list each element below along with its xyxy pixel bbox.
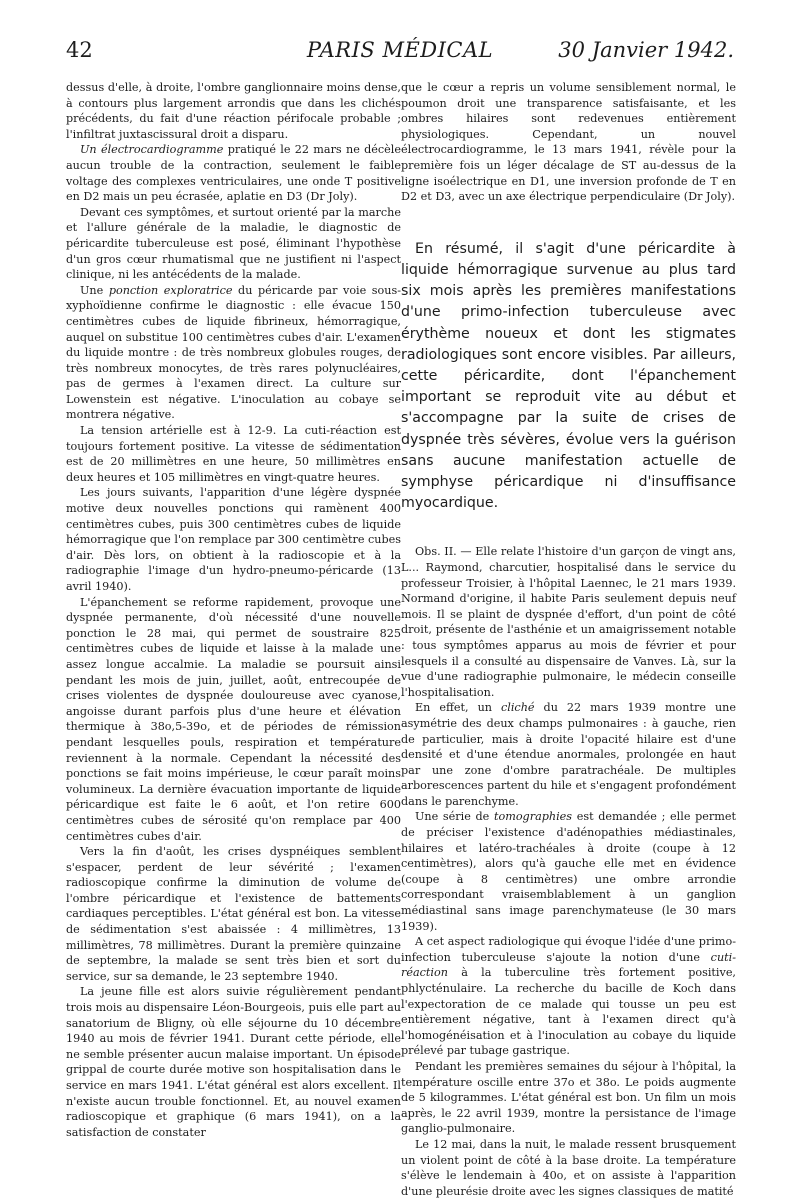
emphasis: Un électrocardiogramme	[80, 143, 224, 157]
emphasis: cuti-réaction	[401, 950, 736, 980]
journal-title: PARIS MÉDICAL	[306, 38, 494, 62]
summary-paragraph: En résumé, il s'agit d'une péricardite à liquide hémorragique survenue au plus tard six mois après les premières manifestations d'une primo-infection tuberculeuse avec érythème noueux et dont les stigmates radiologiques sont encore visibles. Par ailleurs, cette péricardite, dont l'épanchement important se reproduit vite au début et s'accompagne par la suite de crises de dyspnée très sévères, évolue vers la guérison sans aucune manifestation actuelle de symphyse péricardique ni d'insuffisance myocardique.	[401, 240, 736, 512]
paragraph-text: est demandée ; elle permet de préciser l'existence d'adénopathies médiastinales, hilaires et latéro-trachéales à droite (coupe à 12 centimètres), alors qu'à gauche elle met en évidence (coupe à 8 centimètres) une ombre arrondie correspondant vraisemblablement à un ganglion médiastinal sans image parenchymateuse (le 30 mars 1939).	[401, 810, 736, 933]
paragraph-text: du péricarde par voie sous-xyphoïdienne confirme le diagnostic : elle évacue 150 centimètres cubes de liquide fibrineux, hémorragique, auquel on substitue 100 centimètres cubes d'air. L'examen du liquide montre : de très nombreux globules rouges, de très nombreux monocytes, de très rares polynucléaires, pas de germes à l'examen direct. La culture sur Lowenstein est négative. L'inoculation au cobaye se montrera négative.	[66, 283, 402, 422]
paragraph: Vers la fin d'août, les crises dyspnéiques semblent s'espacer, perdent de leur sévérité ; l'examen radioscopique confirme la diminution de volume de l'ombre péricardique et l'existence de battements cardiaques perceptibles. L'état général est bon. La vitesse de sédimentation s'est abaissée : 4 millimètres, 13 millimètres, 78 millimètres. Durant la première quinzaine de septembre, la malade se sent très bien et sort du service, sur sa demande, le 23 septembre 1940.	[66, 845, 401, 983]
paragraph-text: Une série de	[415, 810, 494, 824]
paragraph-text: à la tuberculine très fortement positive, phlycténulaire. La recherche du bacille de Koch dans l'expectoration de ce malade qui tousse un peu est entièrement négative, tant à l'examen direct qu'à l'homogénéisation et à l'inoculation au cobaye du liquide prélevé par tubage gastrique.	[401, 966, 736, 1058]
page-number: 42	[66, 38, 93, 62]
issue-date: 30 Janvier 1942.	[558, 38, 734, 62]
paragraph	[401, 700, 736, 809]
paragraph: La tension artérielle est à 12-9. La cuti-réaction est toujours fortement positive. La vitesse de sédimentation est de 20 millimètres en une heure, 50 millimètres en deux heures et 105 millimètres en vingt-quatre heures.	[66, 424, 401, 484]
paragraph: dessus d'elle, à droite, l'ombre ganglionnaire moins dense, à contours plus largement arrondis que dans les clichés précédents, du fait d'une réaction périfocale probable ; l'infiltrat juxtascissural droit a disparu.	[66, 81, 401, 141]
paragraph: Pendant les premières semaines du séjour à l'hôpital, la température oscille entre 37o et 38o. Le poids augmente de 5 kilogrammes. L'état général est bon. Un film un mois après, le 22 avril 1939, montre la persistance de l'image ganglio-pulmonaire.	[401, 1059, 736, 1136]
observation-paragraph: Obs. II. — Elle relate l'histoire d'un garçon de vingt ans, L... Raymond, charcutier, hospitalisé dans le service du professeur Troisier, à l'hôpital Laennec, le 21 mars 1939. Normand d'origine, il habite Paris seulement depuis neuf mois. Il se plaint de dyspnée d'effort, d'un point de côté droit, présente de l'asthénie et un amaigrissement notable : tous symptômes apparus au mois de février et pour lesquels il a consulté au dispensaire de Vanves. Là, sur la vue d'une radiographie pulmonaire, le médecin conseille l'hospitalisation.	[401, 545, 736, 699]
paragraph-text: pratiqué le 22 mars ne décèle aucun trouble de la contraction, seulement le faible voltage des complexes ventriculaires, une onde T positive en D2 mais un peu écrasée, aplatie en D3 (Dr Joly).	[66, 143, 401, 204]
paragraph	[66, 142, 401, 204]
paragraph: Les jours suivants, l'apparition d'une légère dyspnée motive deux nouvelles ponctions qui ramènent 400 centimètres cubes, puis 300 centimètres cubes de liquide hémorragique que l'on remplace par 300 centimètre cubes d'air. Dès lors, on obtient à la radioscopie et à la radiographie l'image d'un hydro-pneumo-péricarde (13 avril 1940).	[66, 486, 401, 593]
paragraph	[401, 934, 736, 1059]
paragraph: Devant ces symptômes, et surtout orienté par la marche et l'allure générale de la maladie, le diagnostic de péricardite tuberculeuse est posé, éliminant l'hypothèse d'un gros cœur rhumatismal que ne justifient ni l'aspect clinique, ni les antécédents de la malade.	[66, 205, 401, 282]
emphasis: tomographies	[493, 810, 573, 824]
paragraph-text: En effet, un	[415, 701, 502, 715]
paragraph: L'épanchement se reforme rapidement, provoque une dyspnée permanente, d'où nécessité d'une nouvelle ponction le 28 mai, qui permet de soustraire 825 centimètres cubes de liquide et laisse à la malade une assez longue accalmie. La maladie se poursuit ainsi pendant les mois de juin, juillet, août, entrecoupée de crises violentes de dyspnée douloureuse avec cyanose, angoisse durant parfois plus d'une heure et élévation thermique à 38o,5-39o, et de périodes de rémission pendant lesquelles pouls, respiration et température reviennent à la normale. Cependant la nécessité des ponctions se fait moins impérieuse, le cœur paraît moins volumineux. La dernière évacuation importante de liquide péricardique est faite le 6 août, et l'on retire 600 centimètres cubes de sérosité qu'on remplace par 400 centimètres cubes d'air.	[66, 595, 401, 843]
right-column	[401, 80, 736, 1199]
paragraph: La jeune fille est alors suivie régulièrement pendant trois mois au dispensaire Léon-Bourgeois, puis elle part au sanatorium de Bligny, où elle séjourne du 10 décembre 1940 au mois de février 1941. Durant cette période, elle ne semble présenter aucun malaise important. Un épisode grippal de courte durée motive son hospitalisation dans le service en mars 1941. L'état général est alors excellent. Il n'existe aucun trouble fonctionnel. Et, au nouvel examen radioscopique et graphique (6 mars 1941), on a la satisfaction de constater	[66, 985, 401, 1139]
summary-block	[401, 239, 736, 515]
paragraph: que le cœur a repris un volume sensiblement normal, le poumon droit une transparence satisfaisante, et les ombres hilaires sont redevenues entièrement physiologiques. Cependant, un nouvel électrocardiogramme, le 13 mars 1941, révèle pour la première fois un léger décalage de ST au-dessus de la ligne isoélectrique en D1, une inversion profonde de T en D2 et D3, avec un axe électrique perpendiculaire (Dr Joly).	[401, 81, 736, 204]
paragraph: Le 12 mai, dans la nuit, le malade ressent brusquement un violent point de côté à la base droite. La température s'élève le lendemain à 40o, et on assiste à l'apparition d'une pleurésie droite avec les signes classiques de matité	[401, 1137, 736, 1198]
paragraph	[401, 809, 736, 934]
paragraph-text: A cet aspect radiologique qui évoque l'idée d'une primo-infection tuberculeuse s'ajoute la notion d'une	[401, 935, 736, 964]
emphasis: ponction exploratrice	[108, 283, 233, 297]
paragraph-text: Une	[80, 283, 109, 297]
page-header	[66, 38, 734, 70]
paragraph-text: du 22 mars 1939 montre une asymétrie des deux champs pulmonaires : à gauche, rien de particulier, mais à droite l'opacité hilaire est d'une densité et d'une étendue anormales, prolongée en haut par une zone d'ombre paratrachéale. De multiples arborescences partent du hile et s'engagent profondément dans le parenchyme.	[401, 701, 736, 808]
left-column	[66, 80, 401, 1140]
emphasis: cliché	[501, 701, 535, 715]
paragraph	[66, 283, 401, 423]
